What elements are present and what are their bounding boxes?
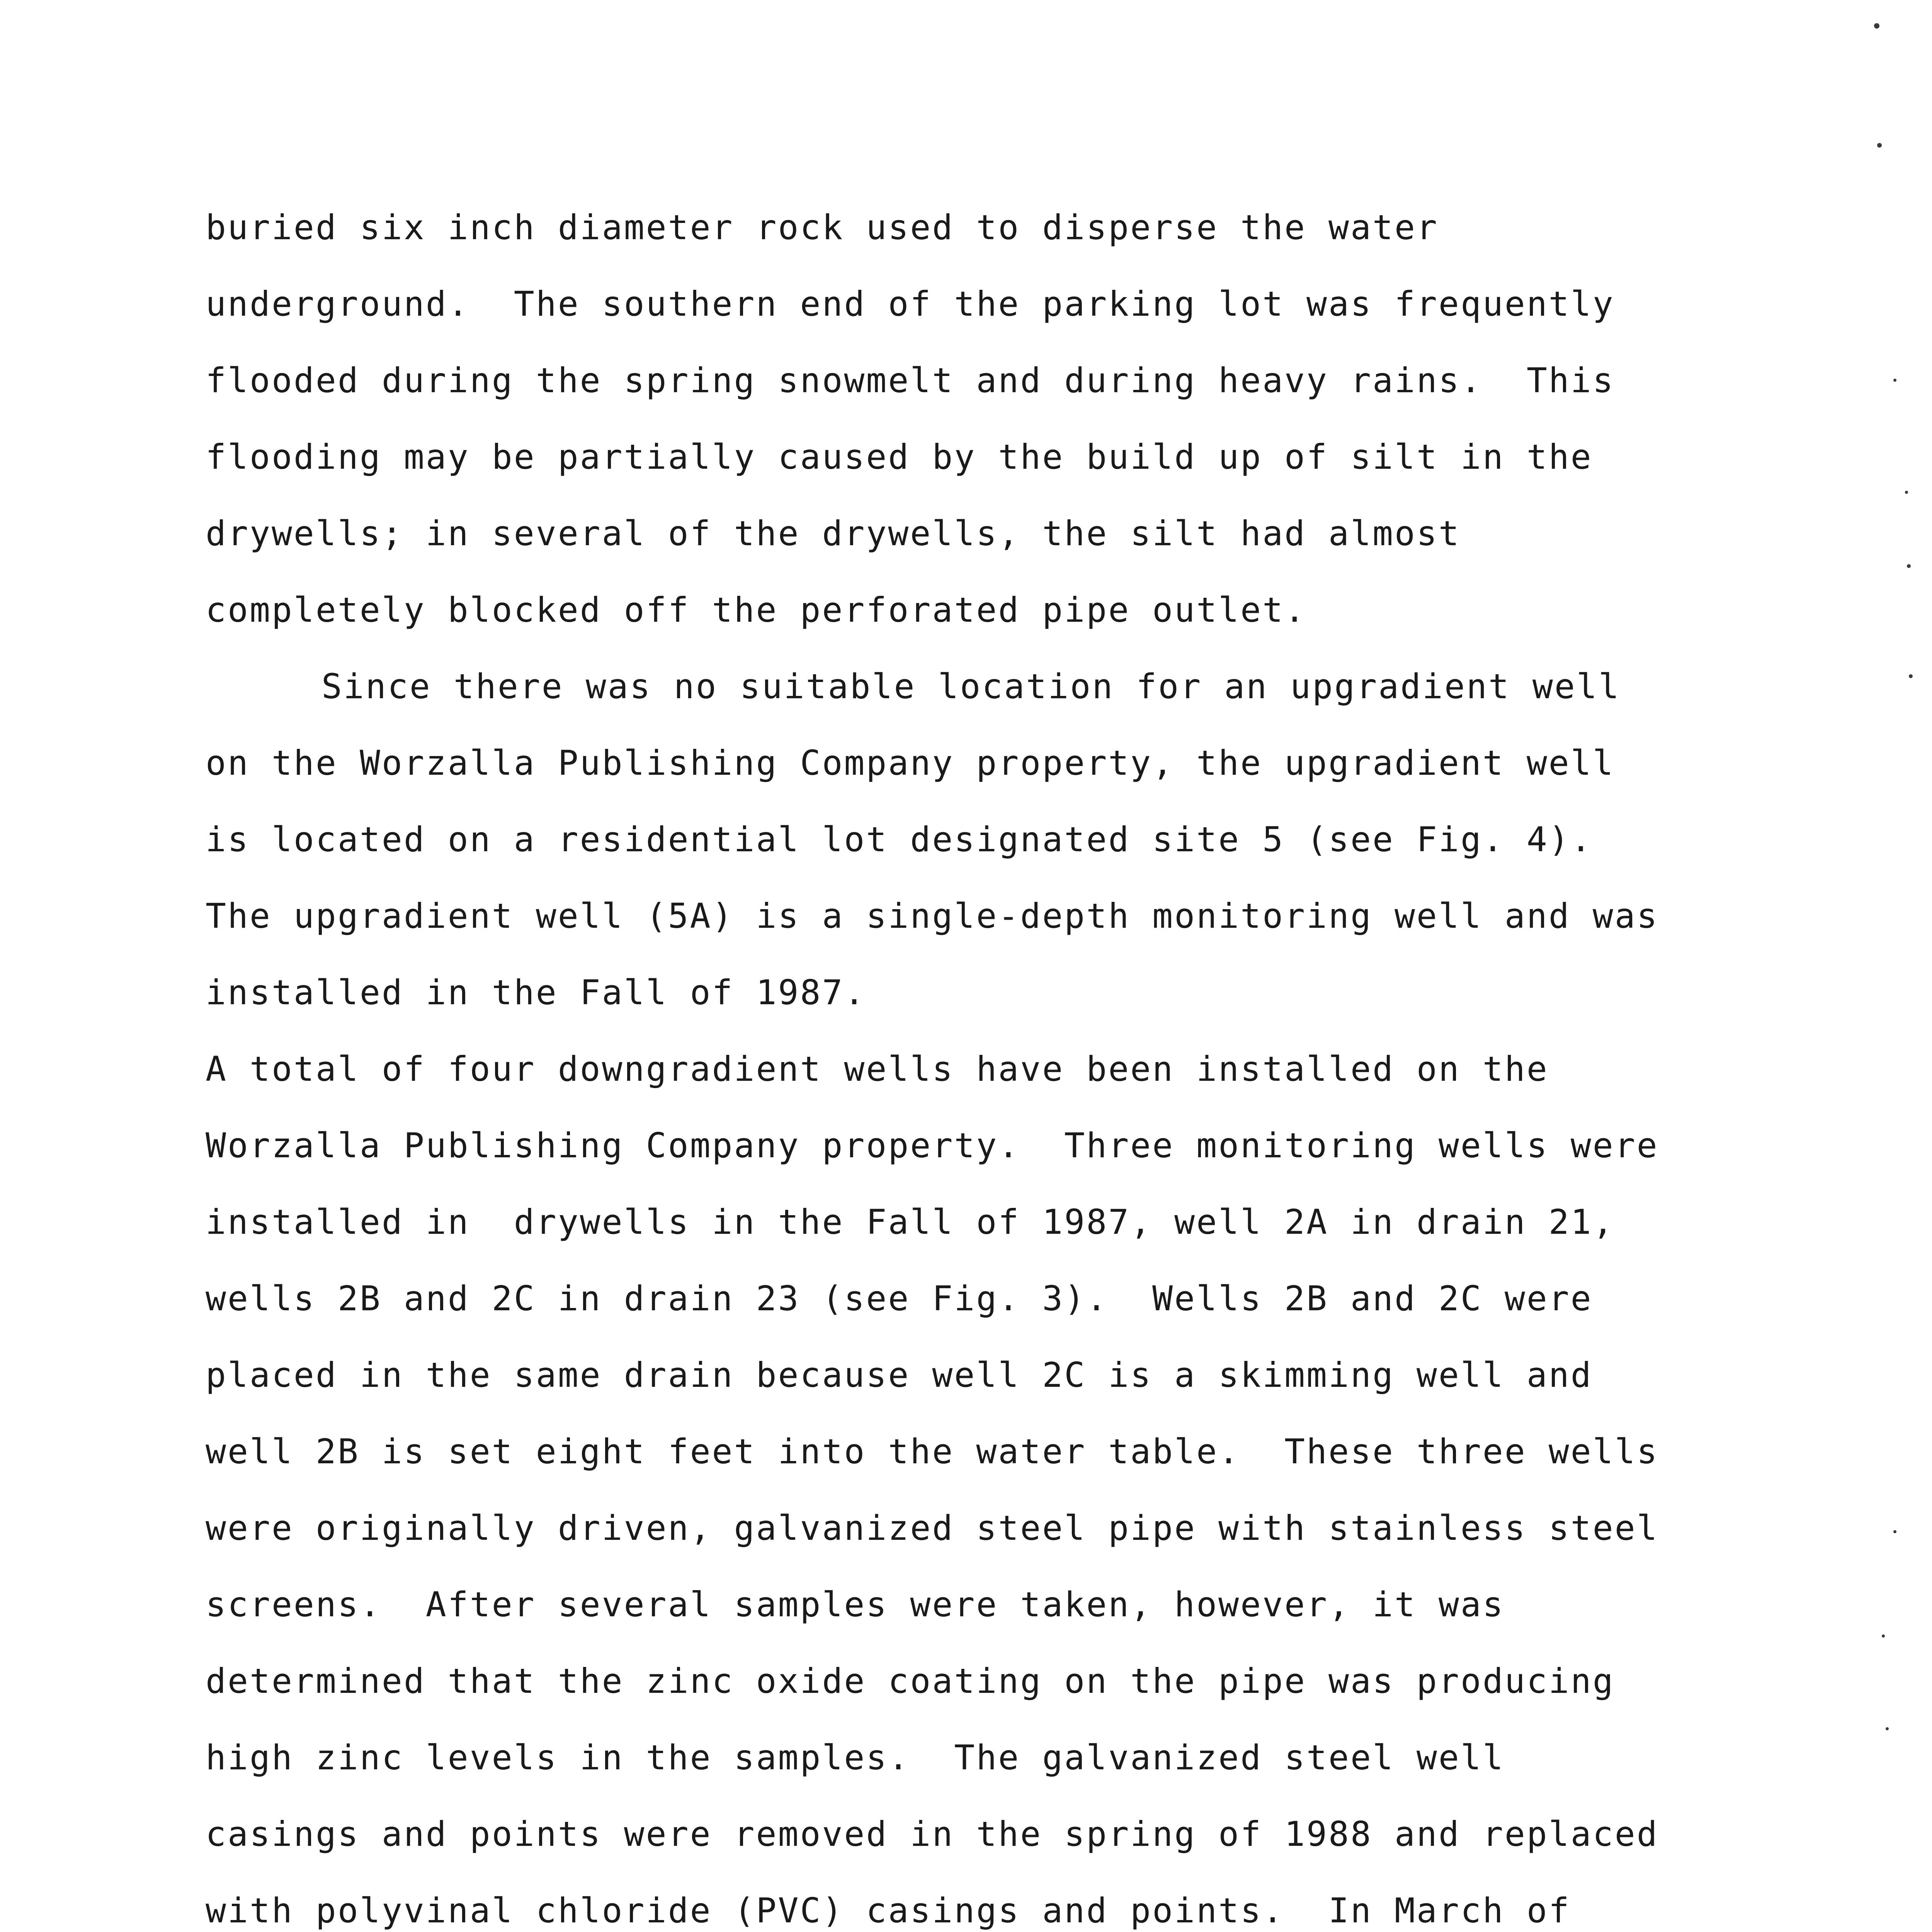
scan-speck xyxy=(1882,1634,1885,1638)
scan-speck xyxy=(1893,379,1896,382)
body-text xyxy=(206,189,1782,1932)
text-line: Worzalla Publishing Company property. Three monitoring wells were xyxy=(206,1126,1659,1165)
scan-speck xyxy=(1877,143,1882,148)
paragraph-start-line: Since there was no suitable location for an upgradient well xyxy=(321,667,1621,706)
text-line: is located on a residential lot designated site 5 (see Fig. 4). xyxy=(206,820,1593,859)
scan-speck xyxy=(1886,1727,1889,1730)
text-line: high zinc levels in the samples. The galvanized steel well xyxy=(206,1738,1505,1777)
text-line: flooded during the spring snowmelt and during heavy rains. This xyxy=(206,361,1615,400)
text-line: determined that the zinc oxide coating on the pipe was producing xyxy=(206,1661,1615,1701)
scan-speck xyxy=(1893,1530,1896,1533)
scan-speck xyxy=(1909,674,1913,678)
text-line: screens. After several samples were taken, however, it was xyxy=(206,1585,1505,1624)
text-line: flooding may be partially caused by the build up of silt in the xyxy=(206,437,1593,477)
text-line: well 2B is set eight feet into the water table. These three wells xyxy=(206,1432,1659,1471)
paragraph-start-line: A total of four downgradient wells have been installed on the xyxy=(206,1049,1549,1089)
text-line: underground. The southern end of the parking lot was frequently xyxy=(206,284,1615,324)
scan-speck xyxy=(1907,564,1911,568)
text-line: buried six inch diameter rock used to disperse the water xyxy=(206,207,1439,247)
text-line: installed in drywells in the Fall of 1987, well 2A in drain 21, xyxy=(206,1202,1615,1242)
text-line: wells 2B and 2C in drain 23 (see Fig. 3). Wells 2B and 2C were xyxy=(206,1279,1593,1318)
text-line: installed in the Fall of 1987. xyxy=(206,973,866,1012)
text-line: completely blocked off the perforated pipe outlet. xyxy=(206,590,1307,630)
text-line: with polyvinal chloride (PVC) casings and points. In March of xyxy=(206,1891,1571,1930)
text-line: placed in the same drain because well 2C is a skimming well and xyxy=(206,1355,1593,1395)
text-line: The upgradient well (5A) is a single-depth monitoring well and was xyxy=(206,896,1659,936)
scan-speck xyxy=(1905,491,1908,494)
scan-speck xyxy=(1874,23,1879,29)
text-line: were originally driven, galvanized steel pipe with stainless steel xyxy=(206,1508,1659,1548)
text-line: on the Worzalla Publishing Company property, the upgradient well xyxy=(206,743,1615,783)
text-line: drywells; in several of the drywells, the silt had almost xyxy=(206,514,1461,553)
text-line: casings and points were removed in the spring of 1988 and replaced xyxy=(206,1814,1659,1854)
